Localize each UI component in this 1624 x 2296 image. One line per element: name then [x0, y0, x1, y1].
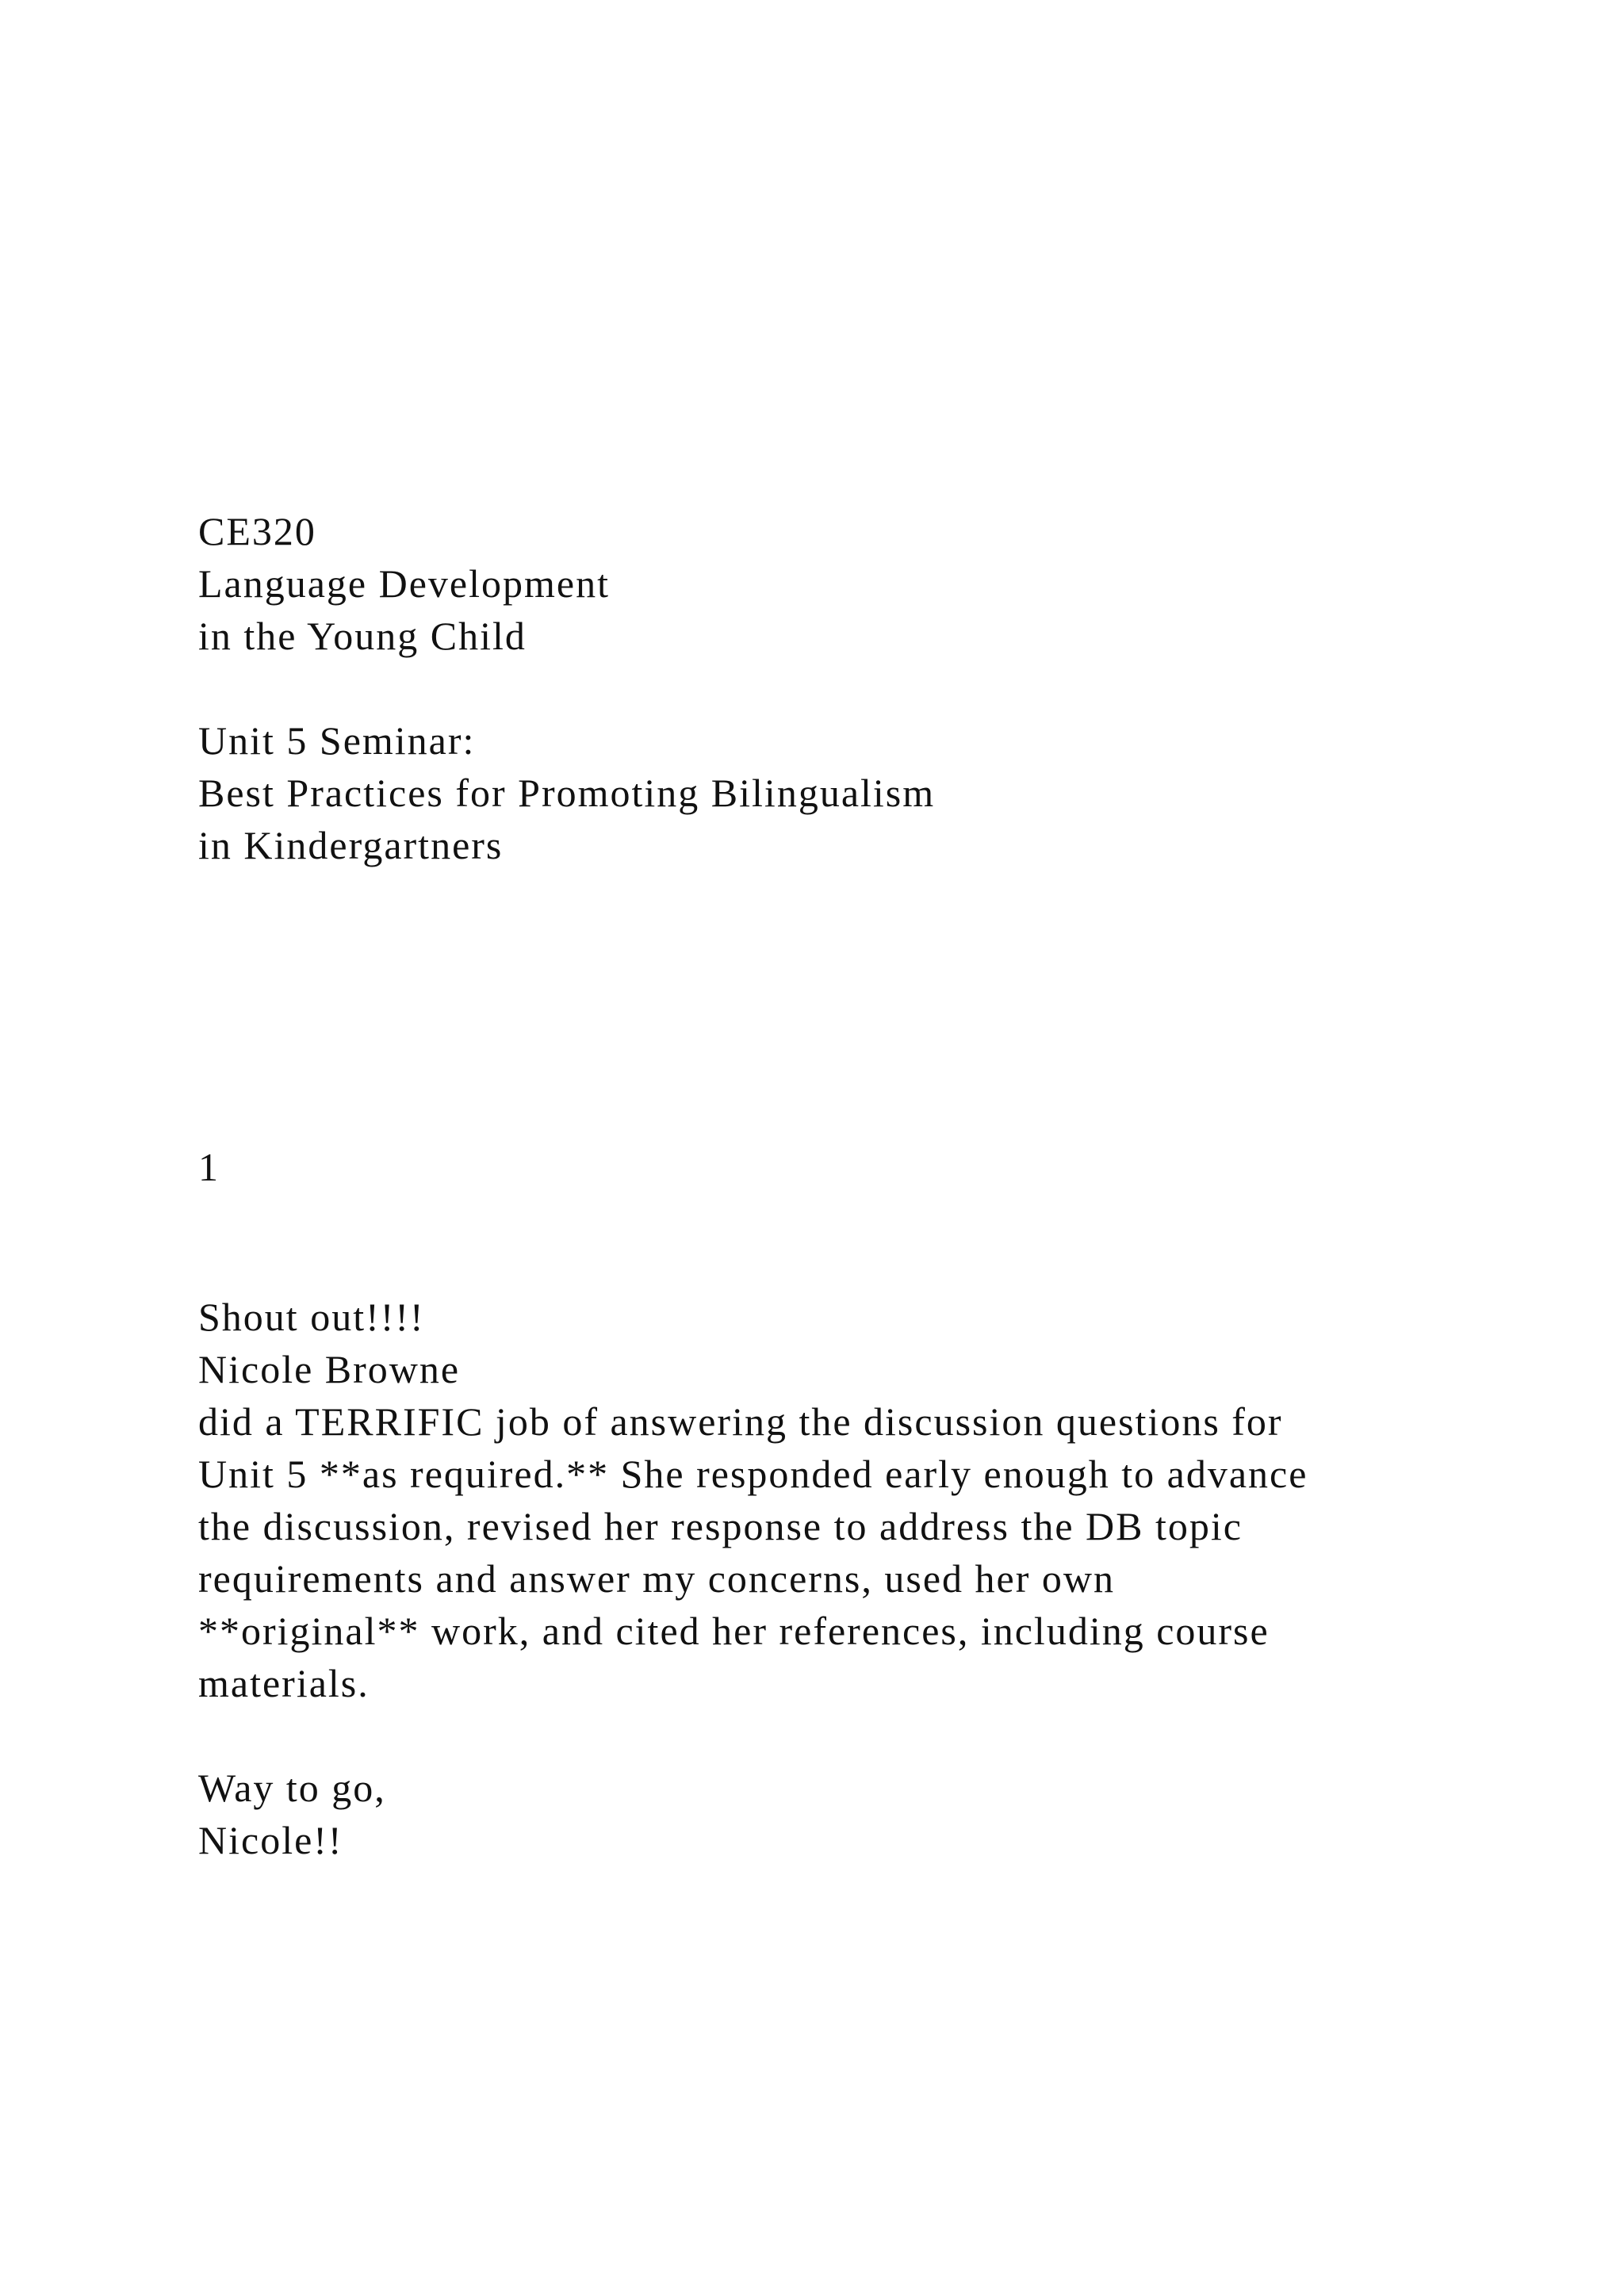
course-title-line-2: in the Young Child [198, 614, 527, 658]
closing-line-2: Nicole!! [198, 1818, 343, 1862]
seminar-title-line-3: in Kindergartners [198, 823, 504, 867]
shout-out-body-line: did a TERRIFIC job of answering the discussion questions for [198, 1399, 1283, 1444]
shout-out-body-line: **original** work, and cited her references, including course [198, 1609, 1270, 1653]
seminar-title-line-1: Unit 5 Seminar: [198, 718, 476, 763]
shout-out-heading: Shout out!!!! [198, 1295, 425, 1339]
closing-line-1: Way to go, [198, 1766, 386, 1810]
course-code: CE320 [198, 509, 316, 553]
shout-out-body-line: materials. [198, 1661, 370, 1705]
shout-out-name: Nicole Browne [198, 1347, 461, 1391]
shout-out-body-line: the discussion, revised her response to address the DB topic [198, 1504, 1243, 1548]
course-title-line-1: Language Development [198, 561, 610, 606]
slide-number: 1 [198, 1145, 220, 1189]
shout-out-body-line: requirements and answer my concerns, used her own [198, 1556, 1115, 1601]
seminar-title-line-2: Best Practices for Promoting Bilingualism [198, 771, 936, 815]
shout-out-body-line: Unit 5 **as required.** She responded early enough to advance [198, 1452, 1308, 1496]
